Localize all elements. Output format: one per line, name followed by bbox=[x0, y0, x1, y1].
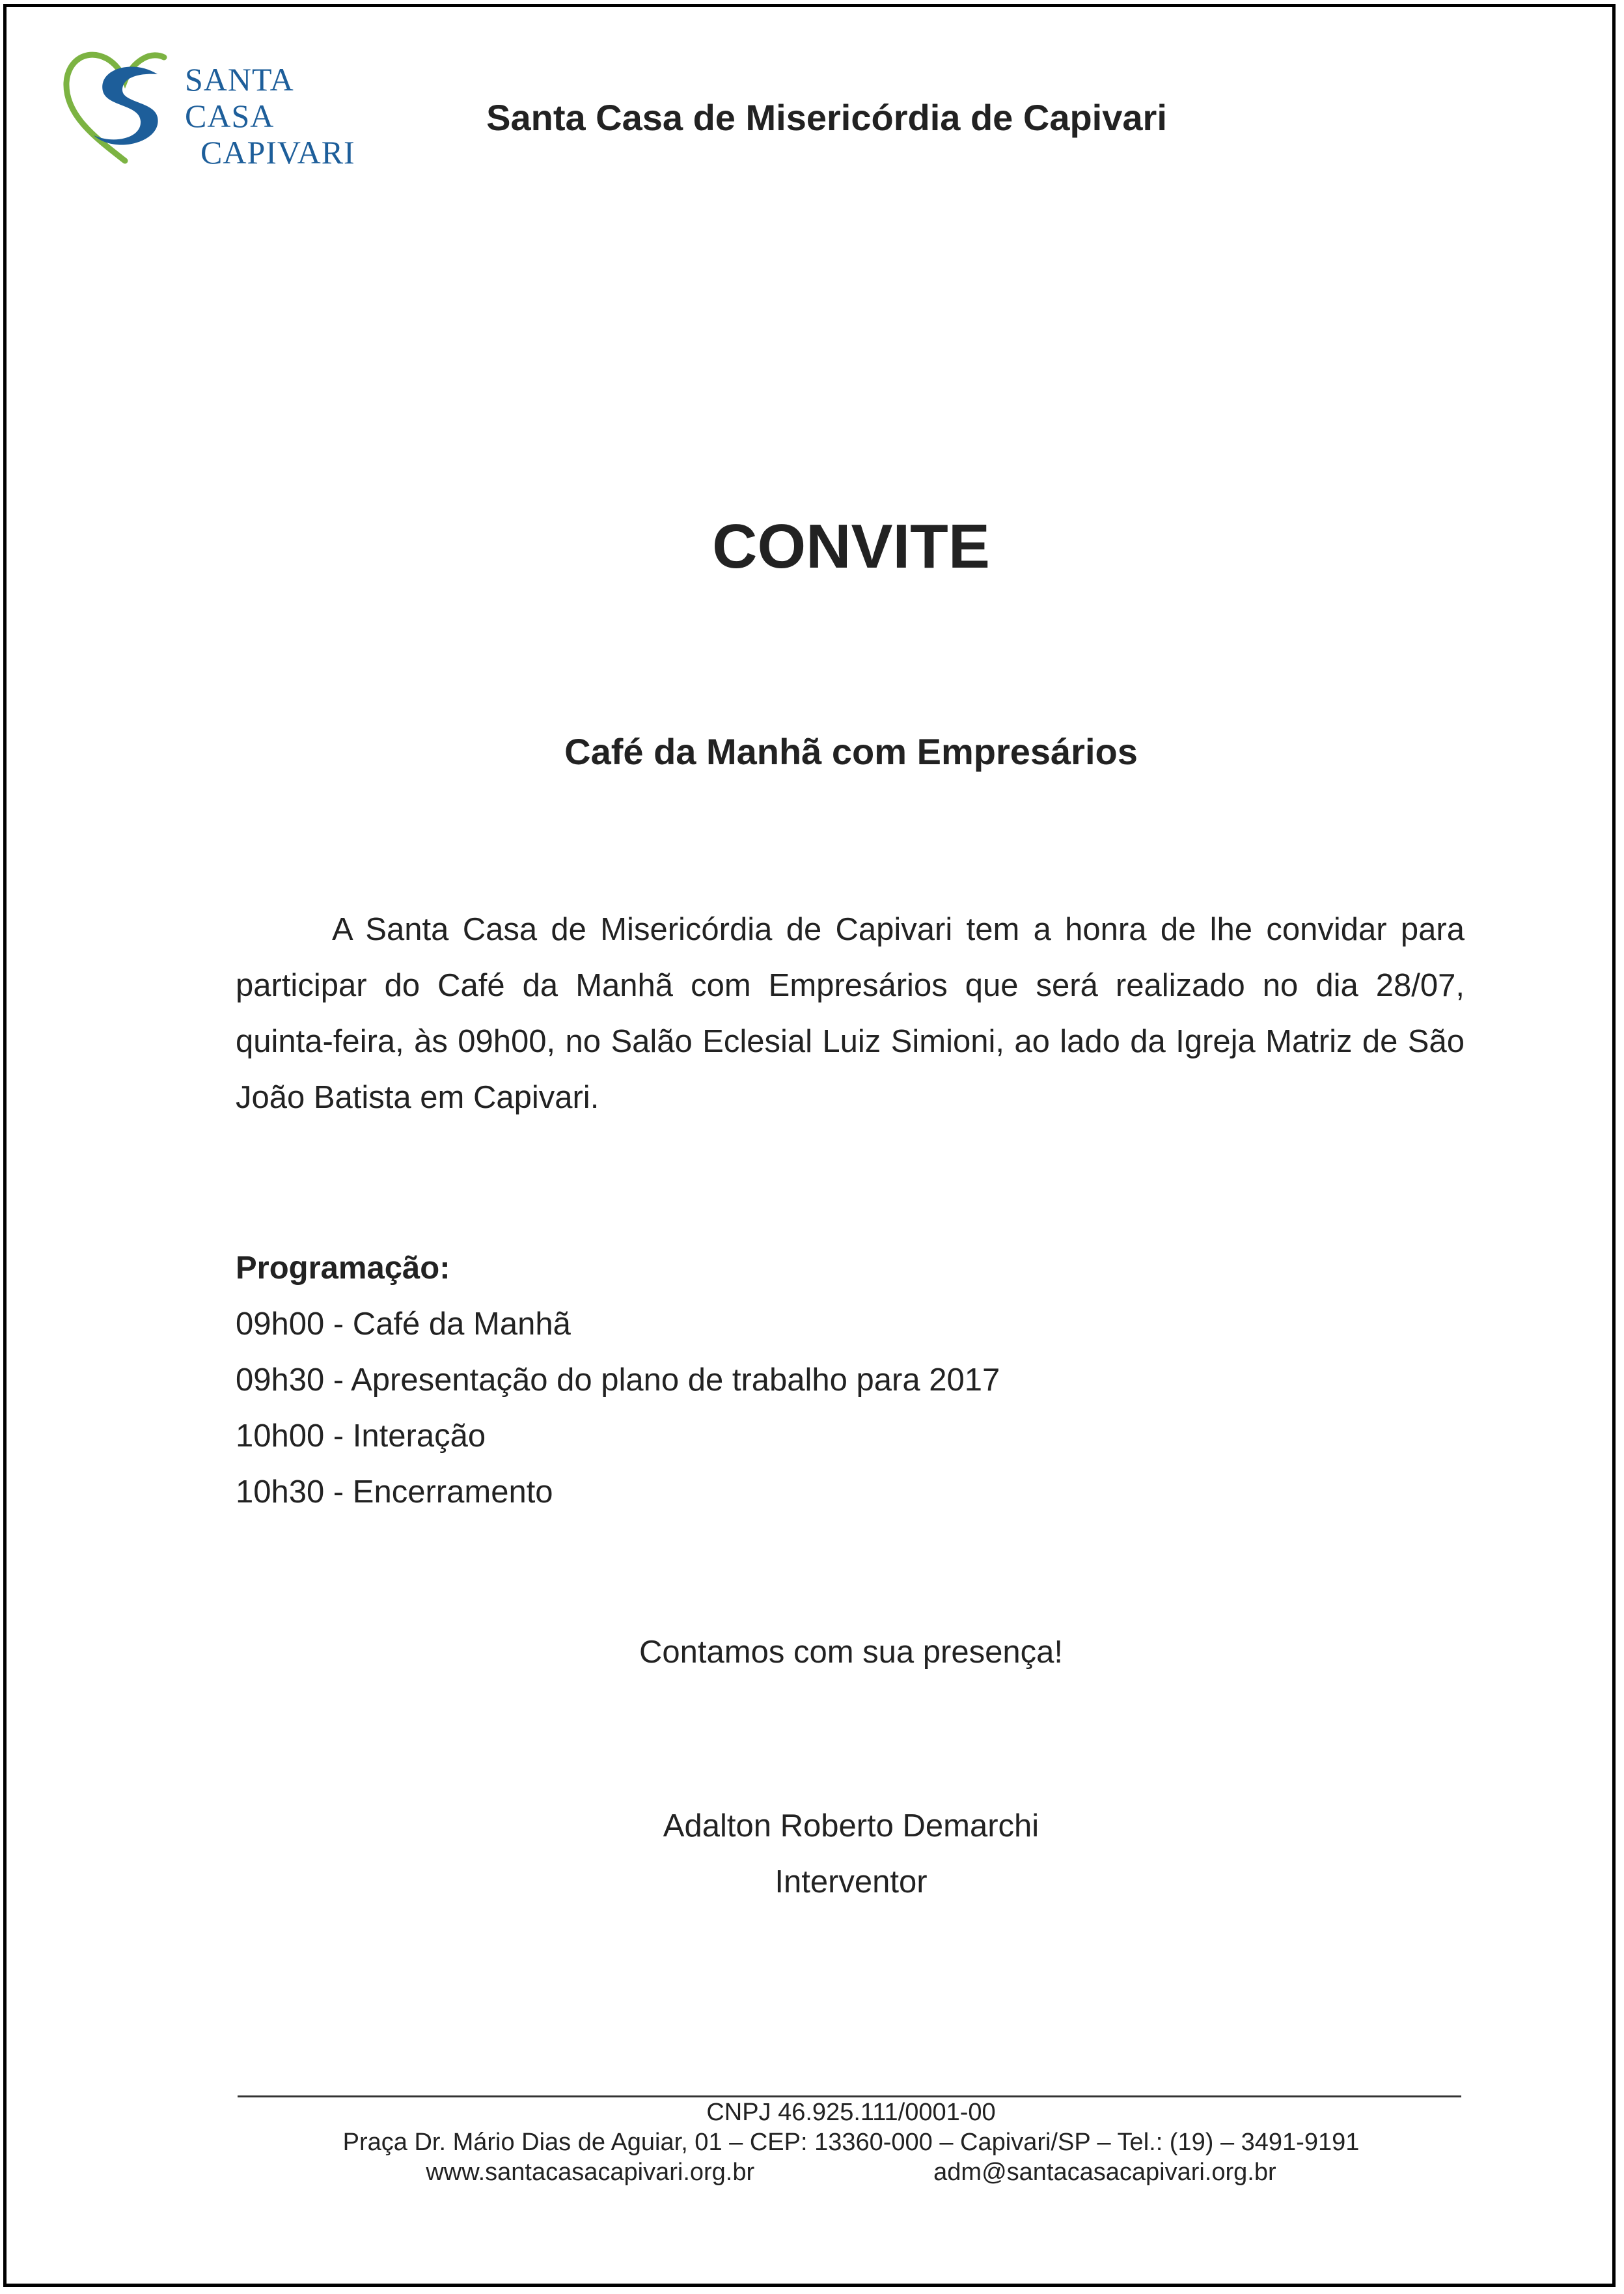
logo-line-1: SANTA CASA bbox=[185, 61, 292, 134]
logo-line-2: CAPIVARI bbox=[200, 134, 355, 171]
header-title: Santa Casa de Misericórdia de Capivari bbox=[486, 97, 1167, 138]
program-item: 09h30 - Apresentação do plano de trabalho para 2017 bbox=[236, 1362, 1000, 1398]
footer-cnpj: CNPJ 46.925.111/0001-00 bbox=[706, 2099, 996, 2126]
program-item: 10h30 - Encerramento bbox=[236, 1474, 553, 1510]
footer-website-link[interactable]: www.santacasacapivari.org.br bbox=[426, 2159, 755, 2186]
signatory-name: Adalton Roberto Demarchi bbox=[663, 1808, 1039, 1844]
footer-email-link[interactable]: adm@santacasacapivari.org.br bbox=[933, 2159, 1276, 2186]
footer-contact-row bbox=[78, 2157, 1624, 2187]
program-item: 09h00 - Café da Manhã bbox=[236, 1306, 571, 1342]
signatory-role: Interventor bbox=[775, 1864, 928, 1900]
program-item: 10h00 - Interação bbox=[236, 1418, 486, 1454]
program-section bbox=[236, 1240, 1000, 1520]
closing-line: Contamos com sua presença! bbox=[639, 1635, 1063, 1670]
program-heading: Programação: bbox=[236, 1251, 450, 1286]
footer-address: Praça Dr. Mário Dias de Aguiar, 01 – CEP: 13360-000 – Capivari/SP – Tel.: (19) – 3491-9191 bbox=[342, 2129, 1360, 2156]
signature-block bbox=[0, 1798, 1624, 1910]
page-border bbox=[3, 4, 1616, 2287]
document-title: CONVITE bbox=[712, 512, 990, 581]
invitation-body: A Santa Casa de Misericórdia de Capivari tem a honra de lhe convidar para participar do Café da Manhã com Empresários que será realizado no dia 28/07, quinta-feira, às 09h00, no Salão Eclesial Luiz Simioni, ao lado da Igreja Matriz de São João Batista em Capivari. bbox=[236, 912, 1465, 1115]
document-subtitle: Café da Manhã com Empresários bbox=[564, 731, 1138, 772]
footer bbox=[0, 2097, 1624, 2187]
